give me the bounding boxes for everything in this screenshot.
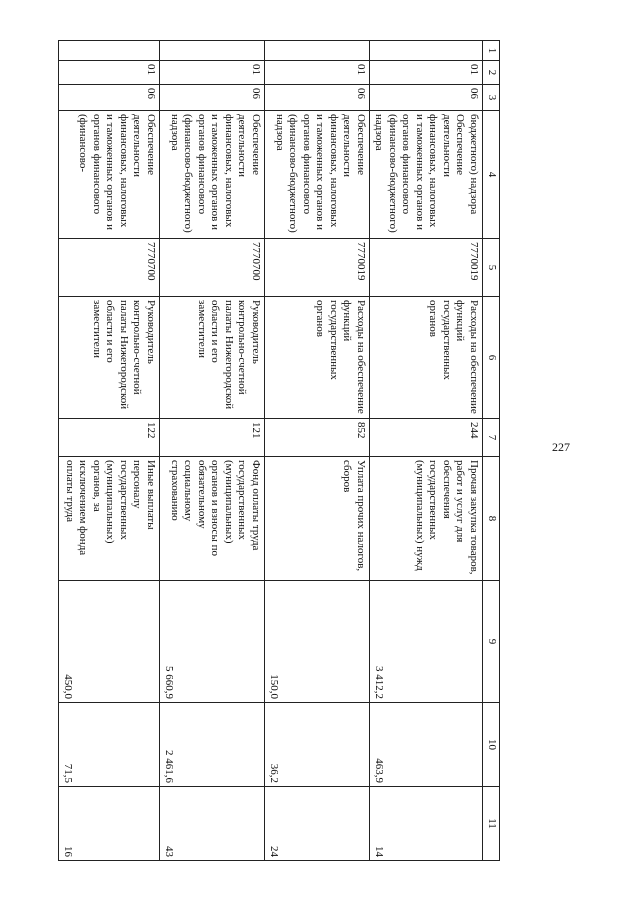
header-cell: 8 (483, 457, 500, 581)
header-cell: 2 (483, 61, 500, 85)
header-cell: 7 (483, 419, 500, 457)
budget-table (58, 40, 500, 861)
subsection-code-cell: 06 (265, 85, 370, 111)
row-number-cell (370, 41, 483, 61)
percent-cell: 16 (59, 787, 160, 861)
subsection-name-cell: бюджетного) надзора Обеспечение деятельности финансовых, налоговых и таможенных органов и органов финансового (финансово-бюджетного) надзора (370, 111, 483, 239)
expense-type-code-cell: 244 (370, 419, 483, 457)
budget-table-rotated (62, 40, 500, 860)
amount-cell: 3 412,2 (370, 581, 483, 703)
header-cell: 1 (483, 41, 500, 61)
target-name-cell: Руководитель контрольно-счетной палаты Нижегородской области и его заместители (59, 297, 160, 419)
expense-type-code-cell: 122 (59, 419, 160, 457)
table-row (370, 41, 483, 861)
amount-cell: 463,9 (370, 703, 483, 787)
target-code-cell: 7770700 (160, 239, 265, 297)
header-cell: 4 (483, 111, 500, 239)
expense-type-name-cell: Уплата прочих налогов, сборов (265, 457, 370, 581)
target-code-cell: 7770019 (370, 239, 483, 297)
header-cell: 3 (483, 85, 500, 111)
amount-cell: 36,2 (265, 703, 370, 787)
percent-cell: 24 (265, 787, 370, 861)
amount-cell: 150,0 (265, 581, 370, 703)
target-code-cell: 7770700 (59, 239, 160, 297)
table-row (59, 41, 160, 861)
expense-type-code-cell: 852 (265, 419, 370, 457)
expense-type-code-cell: 121 (160, 419, 265, 457)
header-cell: 11 (483, 787, 500, 861)
subsection-code-cell: 06 (160, 85, 265, 111)
amount-cell: 450,0 (59, 581, 160, 703)
table-row (160, 41, 265, 861)
page-number: 227 (552, 440, 570, 454)
amount-cell: 71,5 (59, 703, 160, 787)
subsection-code-cell: 06 (59, 85, 160, 111)
row-number-cell (160, 41, 265, 61)
subsection-name-cell: Обеспечение деятельности финансовых, налоговых и таможенных органов и органов финансового (финансово-бюджетного) надзора (160, 111, 265, 239)
header-cell: 9 (483, 581, 500, 703)
section-code-cell: 01 (160, 61, 265, 85)
section-code-cell: 01 (59, 61, 160, 85)
target-code-cell: 7770019 (265, 239, 370, 297)
target-name-cell: Расходы на обеспечение функций государственных органов (265, 297, 370, 419)
header-row (483, 41, 500, 861)
expense-type-name-cell: Иные выплаты персоналу государственных (муниципальных) органов, за исключением фонда оплаты труда (59, 457, 160, 581)
header-cell: 6 (483, 297, 500, 419)
amount-cell: 5 660,9 (160, 581, 265, 703)
row-number-cell (265, 41, 370, 61)
row-number-cell (59, 41, 160, 61)
target-name-cell: Расходы на обеспечение функций государственных органов (370, 297, 483, 419)
header-cell: 10 (483, 703, 500, 787)
subsection-name-cell: Обеспечение деятельности финансовых, налоговых и таможенных органов и органов финансового (финансово- (59, 111, 160, 239)
section-code-cell: 01 (265, 61, 370, 85)
expense-type-name-cell: Прочая закупка товаров, работ и услуг для обеспечения государственных (муниципальных) нужд (370, 457, 483, 581)
expense-type-name-cell: Фонд оплаты труда государственных (муниципальных) органов и взносы по обязательному социальному страхованию (160, 457, 265, 581)
subsection-name-cell: Обеспечение деятельности финансовых, налоговых и таможенных органов и органов финансового (финансово-бюджетного) надзора (265, 111, 370, 239)
percent-cell: 43 (160, 787, 265, 861)
amount-cell: 2 461,6 (160, 703, 265, 787)
subsection-code-cell: 06 (370, 85, 483, 111)
section-code-cell: 01 (370, 61, 483, 85)
table-row (265, 41, 370, 861)
header-cell: 5 (483, 239, 500, 297)
target-name-cell: Руководитель контрольно-счетной палаты Нижегородской области и его заместители (160, 297, 265, 419)
percent-cell: 14 (370, 787, 483, 861)
